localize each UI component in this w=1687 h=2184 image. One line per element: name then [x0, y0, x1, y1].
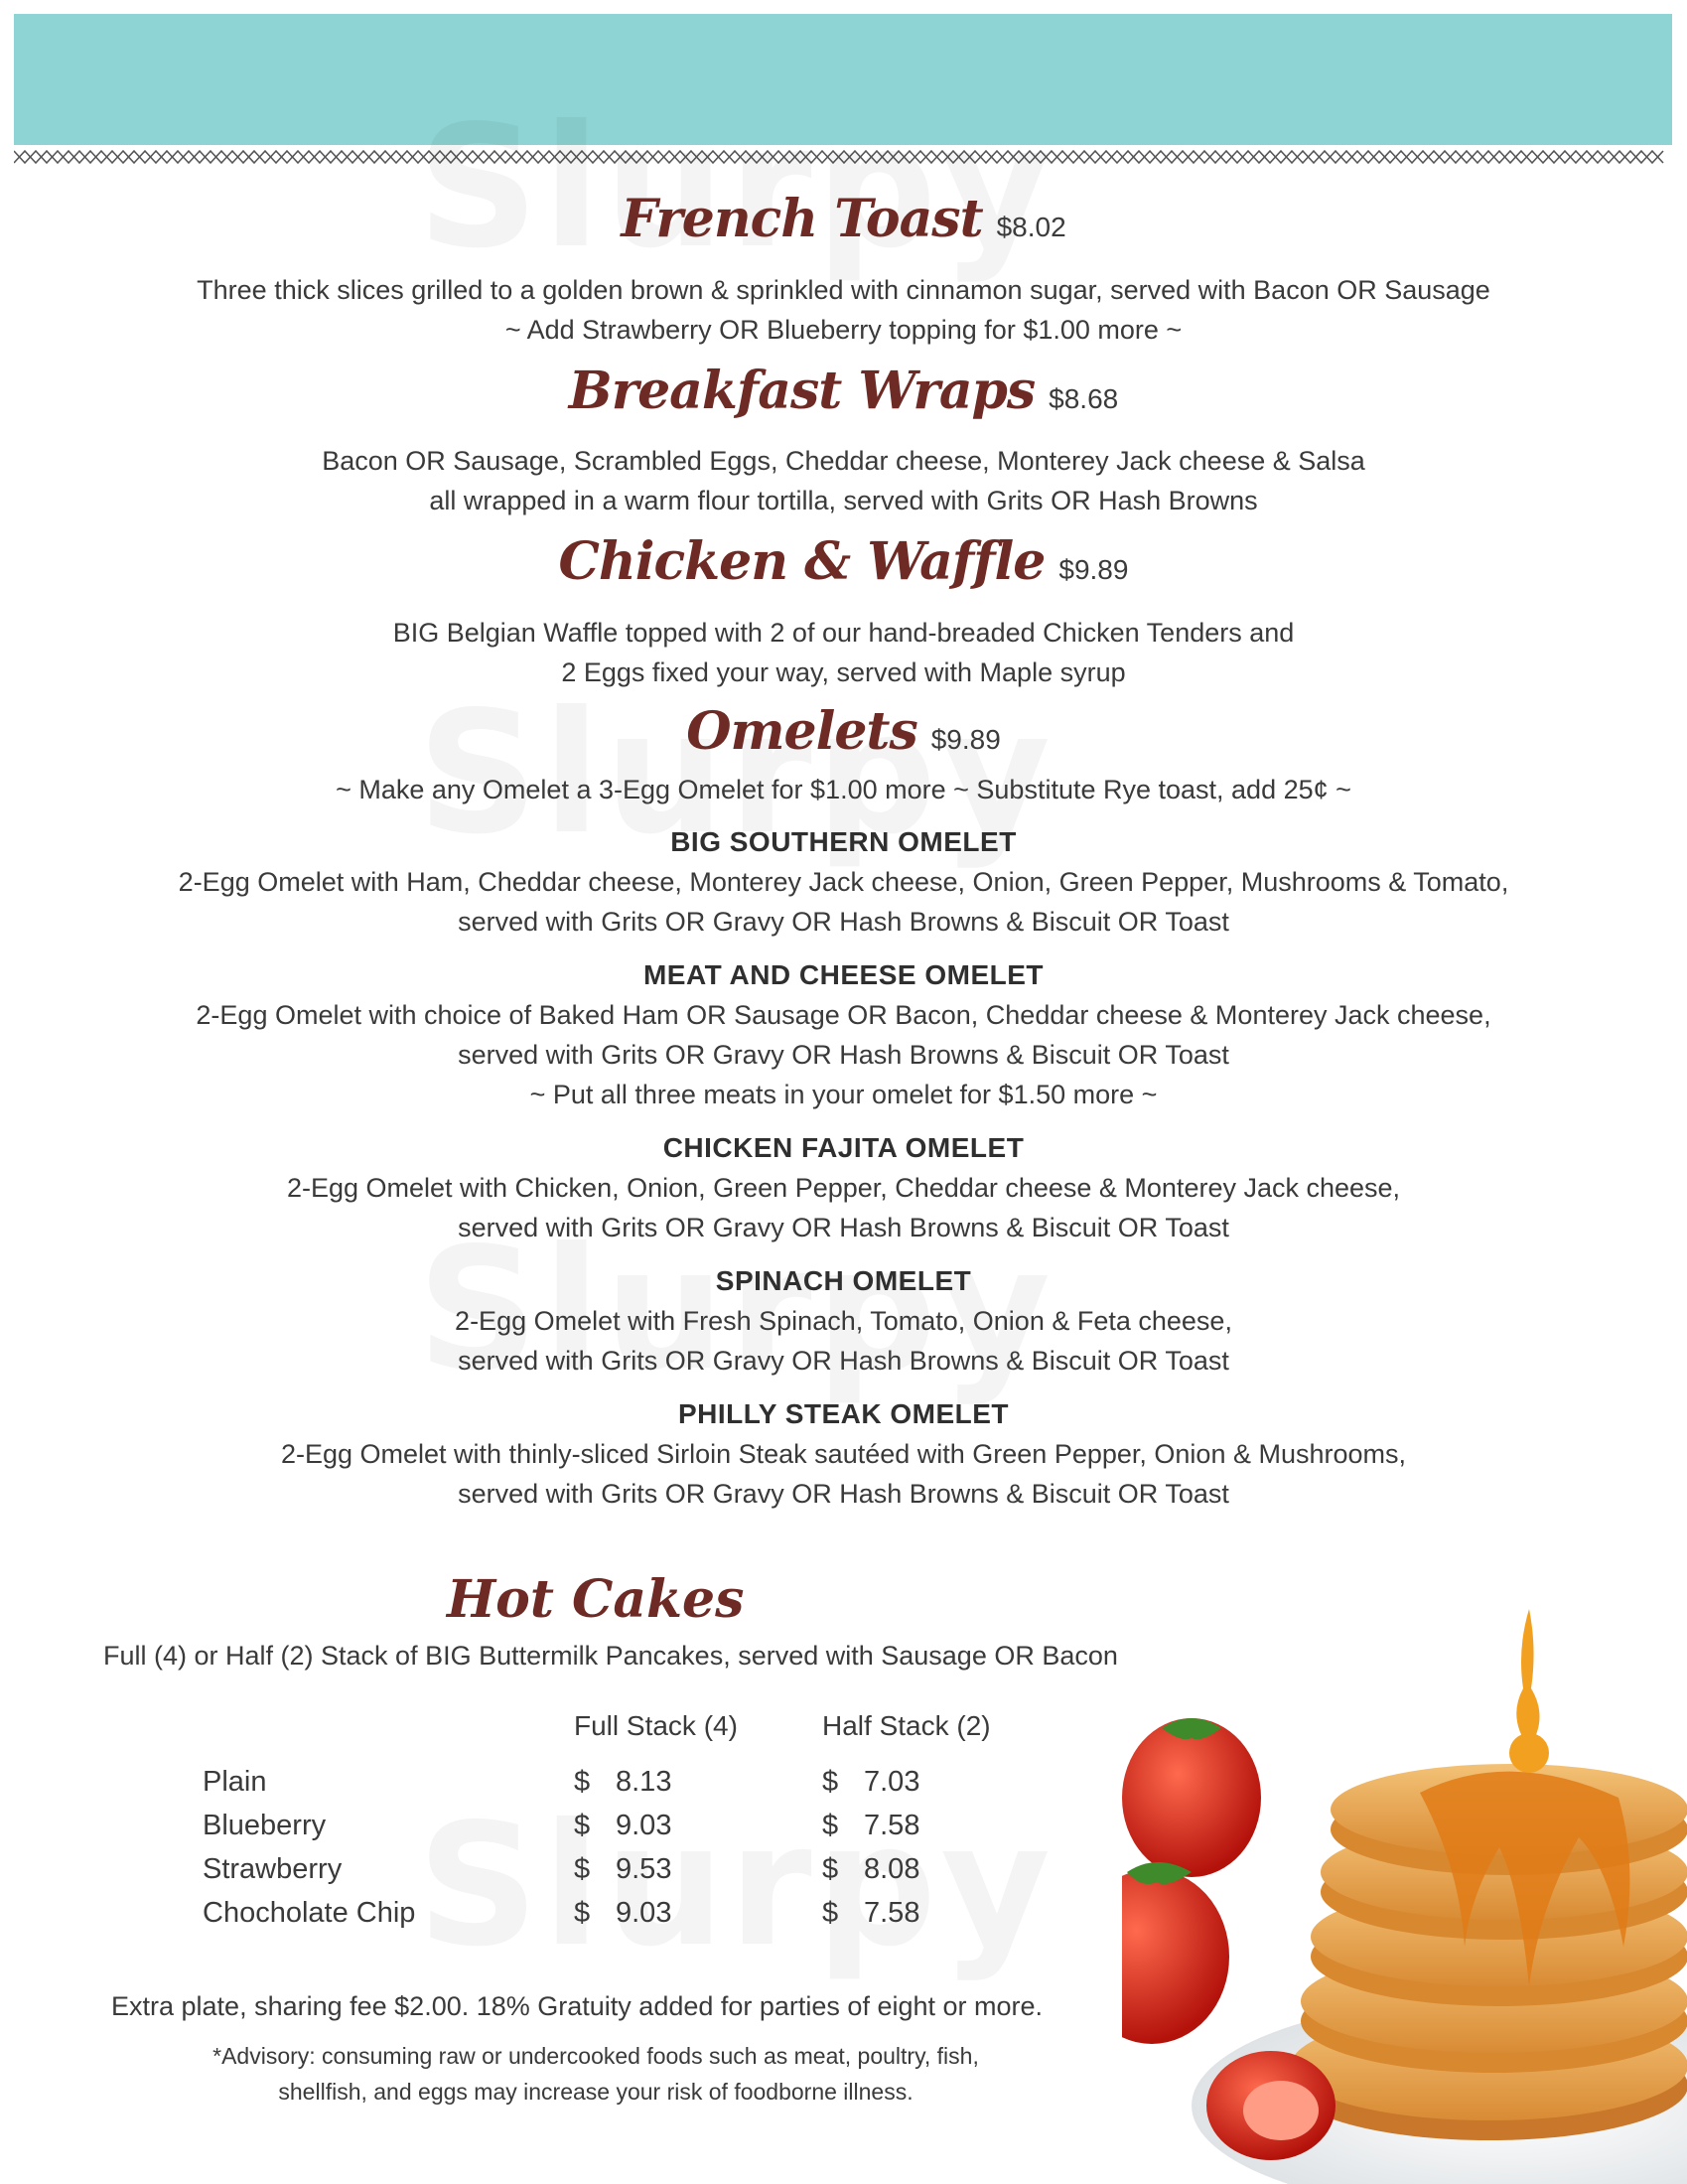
currency-symbol: $	[574, 1897, 591, 1929]
half-stack-price: 8.08	[864, 1853, 920, 1885]
currency-symbol: $	[822, 1897, 839, 1929]
currency-symbol: $	[574, 1810, 591, 1841]
omelet-name: MEAT AND CHEESE OMELET	[642, 959, 1044, 990]
description-line: 2-Egg Omelet with choice of Baked Ham OR Sausage OR Bacon, Cheddar cheese & Monterey Jack cheese,	[196, 1000, 1491, 1030]
table-row	[0, 1897, 1092, 1941]
section-price: $8.68	[1049, 383, 1119, 414]
description-line: served with Grits OR Gravy OR Hash Browns & Biscuit OR Toast	[458, 1346, 1229, 1376]
section-title: Breakfast Wraps	[568, 361, 1036, 421]
currency-symbol: $	[574, 1853, 591, 1885]
omelet-name: PHILLY STEAK OMELET	[677, 1398, 1010, 1429]
full-stack-price: 8.13	[616, 1766, 672, 1798]
section-price: $9.89	[930, 724, 1001, 755]
description-line: served with Grits OR Gravy OR Hash Browns & Biscuit OR Toast	[458, 1213, 1229, 1242]
description-line: 2 Eggs fixed your way, served with Maple syrup	[561, 657, 1126, 687]
description-line: all wrapped in a warm flour tortilla, served with Grits OR Hash Browns	[429, 486, 1258, 515]
half-stack-price: 7.58	[864, 1810, 920, 1841]
description-line: Bacon OR Sausage, Scrambled Eggs, Cheddar cheese, Monterey Jack cheese & Salsa	[322, 446, 1365, 476]
pancake-image	[1122, 1569, 1687, 2184]
description-line: Three thick slices grilled to a golden brown & sprinkled with cinnamon sugar, served with Bacon OR Sausage	[197, 275, 1490, 305]
description-line: served with Grits OR Gravy OR Hash Browns & Biscuit OR Toast	[458, 1479, 1229, 1509]
section-title: Hot Cakes	[447, 1569, 745, 1630]
advisory-note	[149, 2038, 1043, 2110]
description-line: served with Grits OR Gravy OR Hash Browns & Biscuit OR Toast	[458, 1040, 1229, 1070]
omelets-section	[0, 701, 1687, 762]
table-row	[0, 1853, 1092, 1897]
section-title: Omelets	[686, 701, 917, 762]
hot-cakes-intro: Full (4) or Half (2) Stack of BIG Buttermilk Pancakes, served with Sausage OR Bacon	[103, 1641, 1118, 1671]
item-name: Blueberry	[203, 1810, 327, 1841]
description-line: served with Grits OR Gravy OR Hash Browns & Biscuit OR Toast	[458, 907, 1229, 937]
description-line: BIG Belgian Waffle topped with 2 of our hand-breaded Chicken Tenders and	[392, 618, 1295, 648]
advisory-line: shellfish, and eggs may increase your risk of foodborne illness.	[278, 2079, 914, 2105]
currency-symbol: $	[822, 1853, 839, 1885]
description-line: 2-Egg Omelet with thinly-sliced Sirloin Steak sautéed with Green Pepper, Onion & Mushrooms,	[280, 1439, 1407, 1469]
sharing-fee-note: Extra plate, sharing fee $2.00. 18% Gratuity added for parties of eight or more.	[111, 1991, 1044, 2021]
description-line: 2-Egg Omelet with Fresh Spinach, Tomato, Onion & Feta cheese,	[455, 1306, 1232, 1336]
description-line: 2-Egg Omelet with Chicken, Onion, Green Pepper, Cheddar cheese & Monterey Jack cheese,	[286, 1173, 1401, 1203]
item-name: Chocholate Chip	[203, 1897, 416, 1929]
description-line: ~ Put all three meats in your omelet for $1.50 more ~	[529, 1080, 1158, 1109]
breakfast-wraps-section	[0, 361, 1687, 421]
table-row	[0, 1766, 1092, 1810]
omelet-name: SPINACH OMELET	[715, 1265, 972, 1296]
full-stack-price: 9.03	[616, 1810, 672, 1841]
full-stack-price: 9.53	[616, 1853, 672, 1885]
half-stack-price: 7.03	[864, 1766, 920, 1798]
full-stack-price: 9.03	[616, 1897, 672, 1929]
currency-symbol: $	[822, 1766, 839, 1798]
item-name: Plain	[203, 1766, 267, 1798]
column-header-half-stack: Half Stack (2)	[822, 1710, 991, 1741]
omelet-name: CHICKEN FAJITA OMELET	[662, 1132, 1025, 1163]
section-price: $9.89	[1058, 554, 1129, 585]
top-banner	[14, 14, 1672, 145]
french-toast-section	[0, 189, 1687, 249]
description-line: ~ Add Strawberry OR Blueberry topping for $1.00 more ~	[504, 315, 1183, 345]
zigzag-border	[14, 147, 1672, 167]
omelet-name: BIG SOUTHERN OMELET	[670, 826, 1017, 857]
section-title: Chicken & Waffle	[558, 531, 1046, 592]
column-header-full-stack: Full Stack (4)	[574, 1710, 738, 1741]
omelets-note: ~ Make any Omelet a 3-Egg Omelet for $1.00 more ~ Substitute Rye toast, add 25¢ ~	[336, 775, 1351, 804]
advisory-line: *Advisory: consuming raw or undercooked foods such as meat, poultry, fish,	[212, 2043, 979, 2069]
table-row	[0, 1810, 1092, 1853]
section-title: French Toast	[621, 189, 983, 249]
half-stack-price: 7.58	[864, 1897, 920, 1929]
section-price: $8.02	[996, 212, 1066, 242]
description-line: 2-Egg Omelet with Ham, Cheddar cheese, Monterey Jack cheese, Onion, Green Pepper, Mushrooms & Tomato,	[178, 867, 1509, 897]
currency-symbol: $	[822, 1810, 839, 1841]
currency-symbol: $	[574, 1766, 591, 1798]
item-name: Strawberry	[203, 1853, 343, 1885]
chicken-waffle-section	[0, 531, 1687, 592]
